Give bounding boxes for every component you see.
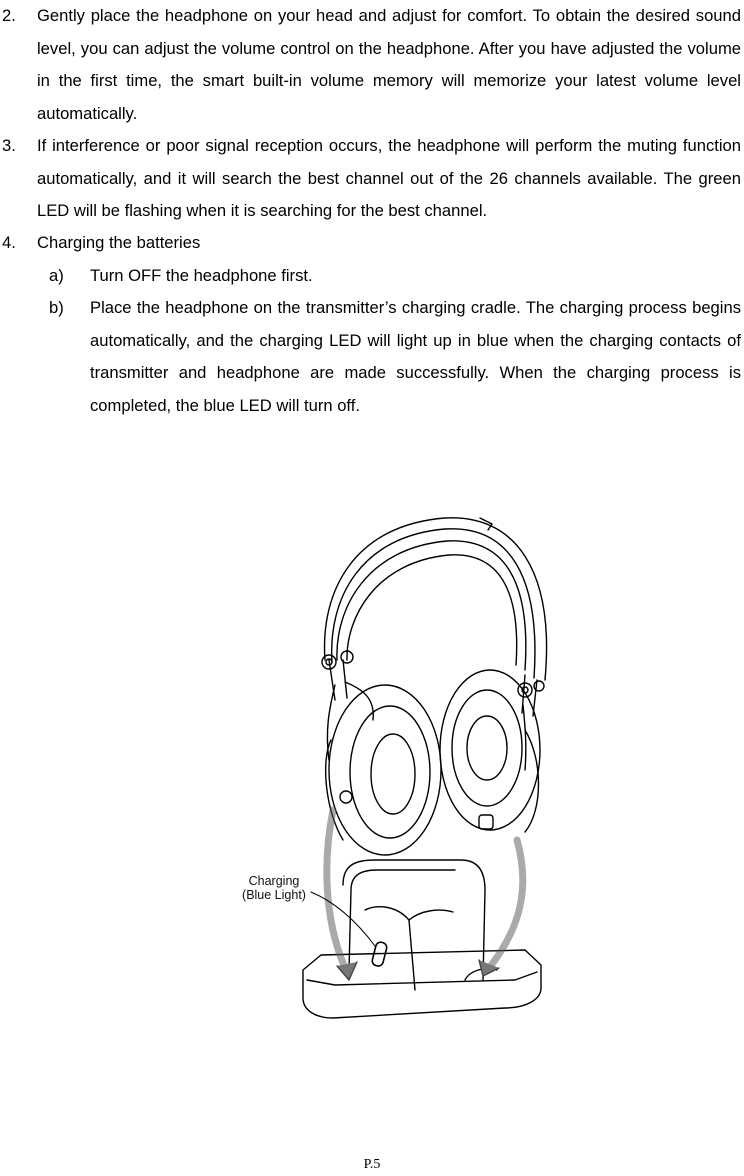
- item-text: Gently place the headphone on your head and adjust for comfort. To obtain the desired sound level, you can adjust the volume control on the headphone. After you have adjusted the volume in the first time, the smart built-in volume memory will memorize your latest volume level automatically.: [37, 6, 741, 123]
- subitem-text: Place the headphone on the transmitter’s charging cradle. The charging process begins automatically, and the charging LED will light up in blue when the charging contacts of transmitter and headphone are made successfully. When the charging process is completed, the blue LED will turn off.: [90, 298, 741, 415]
- callout-subtitle: (Blue Light): [242, 888, 306, 902]
- headphone-on-cradle-illustration: [225, 510, 555, 1030]
- callout-title: Charging: [248, 874, 300, 888]
- page-number: P.5: [363, 1157, 381, 1172]
- subitem-letter: b): [49, 298, 64, 317]
- charging-led-callout: [234, 874, 314, 902]
- item-number: 3.: [2, 136, 16, 155]
- item-number: 4.: [2, 233, 16, 252]
- subitem-text: Turn OFF the headphone first.: [90, 266, 313, 285]
- subitem-letter: a): [49, 266, 64, 285]
- item-text: If interference or poor signal reception occurs, the headphone will perform the muting function automatically, and it will search the best channel out of the 26 channels available. The green LED will be flashing when it is searching for the best channel.: [37, 136, 741, 220]
- item-number: 2.: [2, 6, 16, 25]
- item-text: Charging the batteries: [37, 233, 201, 252]
